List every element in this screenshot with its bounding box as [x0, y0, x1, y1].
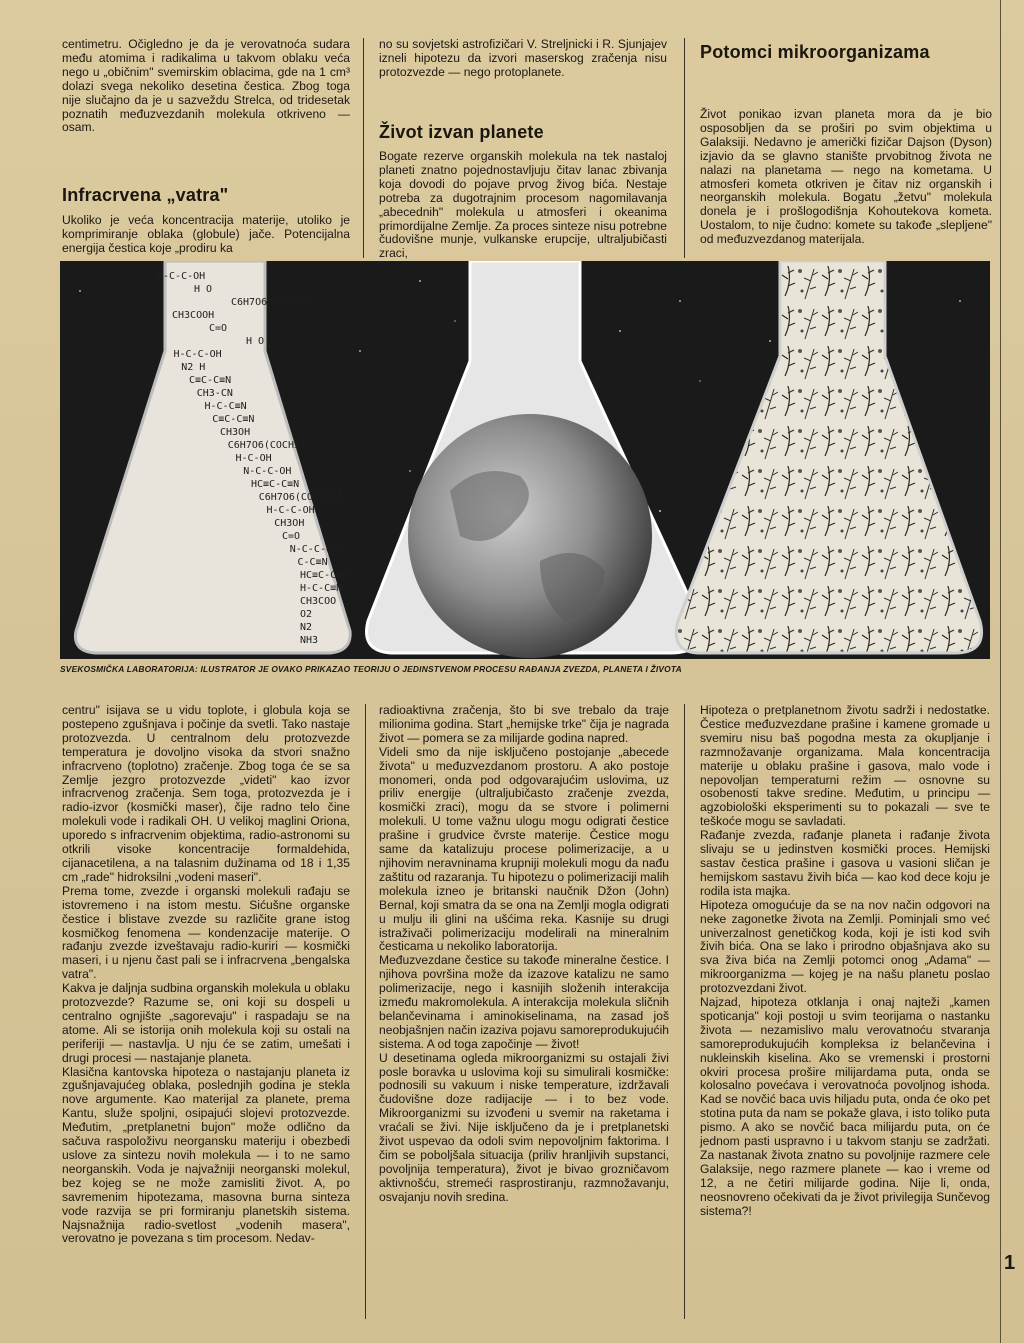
page-edge-rule [1000, 0, 1001, 1343]
illustration-cosmic-laboratory [60, 261, 990, 659]
formula-label: C6H7O6(COCH3)5 [258, 492, 344, 503]
formula-label: CH3COOH [172, 310, 215, 321]
flasks-illustration [60, 261, 990, 659]
formula-label: HC≡C-C≡N [251, 479, 300, 490]
column-divider [684, 704, 685, 1319]
formula-label: H-C-C-OH [157, 271, 206, 282]
formula-label: H-C-C≡N [300, 583, 343, 594]
formula-label: C6H7O6(COCH3) [231, 297, 310, 308]
formula-label: CH3-CN [196, 388, 233, 399]
top-middle-column-text: no su sovjetski astrofizičari V. Streljnicki i R. Sjunjajev izneli hipotezu da izvori maserskog zračenja nisu protozvezde — nego protoplanete. [379, 37, 667, 79]
formula-label: C=O [282, 531, 301, 542]
column-divider [684, 38, 685, 258]
formula-label: H-C-OH [235, 453, 272, 464]
earth-globe [408, 414, 652, 658]
bottom-left-column-text: centru" isijava se u vidu toplote, i globula koja se postepeno zgušnjava i počinje da svetli. Tako nastaje protozvezda. U centralnom delu protozvezde temperatura je dovoljno visoka da stvori snažno infracrveno (toplotno) zračenje. Zbog toga će se sa Zemlje jezgro protozvezde „videti" kao izvor infracrvenog zračenja. Sem toga, protozvezda je i radio-izvor (kosmički maser), čije radno telo čine molekuli vode i radikali OH. U velikoj maglini Oriona, uporedo s infracrvenim objektima, radio-astronomi su otkrili visoke koncentracije formaldehida, cijanacetilena, a na talasnim dužinama od 18 i 1,35 cm „rade" hidroksilni „vodeni maseri". Prema tome, zvezde i organski molekuli rađaju se istovremeno i na istom mestu. Sićušne organske čestice i blistave zvezde su različite grane istog kosmičkog fenomena — kondenzacije materije. O rađanju zvezde izveštavaju radio-kuriri — kosmički maseri, i u njenu čast pali se i infracrvena „bengalska vatra". Kakva je daljnja sudbina organskih molekula u oblaku protozvezde? Razume se, oni koji su dospeli u centralno ognjište „sagorevaju" i raspadaju se na atome. Ali se istorija onih molekula koji su ostali na periferiji — nastavlja. U nju će se zatim, umešati i drugi procesi — nastajanje planeta. Klasična kantovska hipoteza o nastajanju planeta iz zgušnjavajućeg oblaka, poslednjih godina je stekla nove argumente. Kao materijal za planete, prema Kantu, služe spoljni, osipajući slojevi protozvezde. Međutim, „pretplanetni bujon" može odlično da sačuva raspoloživu neorgansku materiju i obezbedi uslove za sintezu novih molekula — i to ne samo neorganskih. Voda je najvažniji neorganski molekul, bez kojeg se ne može zamisliti život. A, po savremenim hipotezama, masovna burna sinteza vode razvija se pri formiranju planetskih sistema. Najsnažnija radio-svetlost „vodenih masera", verovatno je povezana s tim procesom. Nedav- [62, 703, 350, 1246]
formula-label: H O [194, 284, 213, 295]
formula-label: O2 [300, 609, 313, 620]
formula-label: C≡C-C≡N [212, 414, 255, 425]
top-left-column-text: centimetru. Očigledno je da je verovatnoća sudara među atomima i radikalima u takvom oblaku veća nego u „običnim" svemirskim oblacima, gde na 1 cm³ dolazi svega nekoliko desetina čestica. Zbog toga nije slučajno da je u sazveždu Strelca, od tridesetak poznatih međuzvezdanih molekula otkriveno — osam. [62, 37, 350, 135]
bottom-right-column-text: Hipoteza o pretplanetnom životu sadrži i nedostatke. Čestice međuzvezdane prašine i kamene gromade u svemiru nisu baš pogodna mesta za okupljanje i razmnožavanje organizama. Mala koncentracija materije u oblaku prašine i gasova, malo vode i nepovoljan temperaturni režim — osnovne su osobenosti takve sredine. Međutim, u principu — agzobiološki eksperimenti su to pokazali — sve te teškoće mogu se savladati. Rađanje zvezda, rađanje planeta i rađanje života slivaju se u jedinstven kosmički proces. Hemijski sastav čestica prašine i gasova u vasioni sličan je hemijskom sastavu živih bića — kao kod dece koju je rodila ista majka. Hipoteza omogućuje da se na nov način odgovori na neke zagonetke života na Zemlji. Pominjali smo već univerzalnost genetičkog koda, koji je isti kod svih živih bića. Ona se lako i prirodno objašnjava ako su sva živa bića na Zemlji potomci onog „Adama" — mikroorganizma — kojeg je na našu planetu poslao protozvezdani život. Najzad, hipoteza otklanja i onaj najteži „kamen spoticanja" koji postoji u svim teorijama o nastanku života — nezamislivo malu verovatnoću stvaranja samoreprodukujućih kompleksa iz belančevina i nukleinskih kiselina. Ako se vremenski i prostorni okviri procesa proširе milijardama puta, onda se kolosalno povećava i verovatnoća povoljnog ishoda. Kad se novčić baca uvis hiljadu puta, onda će oko pet stotina puta da nam se pokaže glava, i isto toliko puta pismo. A ako se novčić baca milijardu puta, on će jednom pasti uspravno i u takvom stanju se zadržati. Za nastanak života znatno su povoljnije razmere cele Galaksije, nego razmere planete — kao i vreme od 12, a ne četiri milijarde godina. Nije li, onda, neosnovreno očekivati da je život privilegija Sunčevog sistema?! [700, 703, 990, 1218]
formula-label: N-C-C-OH [289, 544, 338, 555]
formula-label: C=O [209, 323, 228, 334]
heading-descendants: Potomci mikroorganizama [700, 42, 930, 62]
infrared-text: Ukoliko je veća koncentracija materije, utoliko je komprimiranje oblaka (globule) jače. Potencijalna energija čestica koje „prodiru ka [62, 213, 350, 255]
formula-label: N-C-C-OH [243, 466, 292, 477]
formula-label: H O [246, 336, 265, 347]
bottom-middle-column-text: radioaktivna zračenja, što bi sve trebalo da traje milionima godina. Start „hemijske trke" čija je nagrada život — pomera se za milijarde godina napred. Videli smo da nije isključeno postojanje „abecede života" u međuzvezdanom prostoru. A ako postoje monomeri, onda pod odgovarajućim uslovima, uz priliv energije (ultraljubičasto zračenje zvezda, kosmički zraci), mogu da se stvore i polimerni molekuli. U tome važnu ulogu mogu odigrati čestice prašine i grudvice čvrste materije. Čestice mogu same da katalizuju procese polimerizacije, a u njihovim neravninama krupniji molekuli mogu da nađu zaštitu od razaranja. Tu hipotezu o polimerizaciji malih molekula izneo je britanski naučnik Džon (John) Bernal, koji smatra da se ona na Zemlji mogla odigrati u mulju ili glini na ušćima reka. Kasnije su drugi istraživači polimerizaciju modelirali na mineralnim česticama u nekoliko laboratorija. Međuzvezdane čestice su takođe mineralne čestice. I njihova površina može da izazove katalizu ne samo polimerizacije, nego i kasnijih složenih interakcija između makromolekula. A interakcija molekula sličnih belančevinama i aminokiselinama, na zasad još neobjašnjen način izaziva pojavu samoreprodukujućih sistema. A od toga započinje — život! U desetinama ogleda mikroorganizmi su ostajali živi posle boravka u uslovima koji su simulirali kosmičke: podnosili su vakuum i niske temperature, izdržavali čudovišne doze radijacije — i to bez vode. Mikroorganizmi su izvođeni u svemir na raketama i vraćali se živi. Nije isključeno da je i pretplanetski život uspevao da odoli svim nepovoljnim faktorima. I čim se poboljšala situacija (priliv hranljivih supstanci, povoljnija temperatura), život je bivao grozničavom aktivnošću, stremeći rasprostiranju, razmnožavanju, osvajanju novih sredina. [379, 703, 669, 1204]
column-divider [363, 38, 364, 258]
formula-label: H-C-C≡N [204, 401, 247, 412]
formula-label: C≡C-C≡N [189, 375, 232, 386]
heading-infrared: Infracrvena „vatra" [62, 185, 229, 205]
formula-label: CH3COO [300, 596, 337, 607]
page-number: 1 [1004, 1252, 1016, 1274]
formula-label: CH3OH [274, 518, 305, 529]
formula-label: NH3 [300, 635, 319, 646]
formula-label: C-C≡N [297, 557, 328, 568]
illustration-caption: SVEKOSMIČKA LABORATORIJA: ILUSTRATOR JE OVAKO PRIKAZAO TEORIJU O JEDINSTVENOM PROCESU RAĐANJA ZVEZDA, PLANETA I ŽIVOTA [60, 664, 682, 674]
formula-label: H-C-C-OH [173, 349, 222, 360]
formula-label: N2 H [181, 362, 206, 373]
heading-life-outside: Život izvan planete [379, 122, 544, 142]
column-divider [365, 704, 366, 1319]
formula-label: HC≡C-C≡N [300, 570, 349, 581]
right-flask [676, 261, 981, 653]
formula-label: N2 [300, 622, 313, 633]
life-outside-text: Bogate rezerve organskih molekula na tek nastaloj planeti znatno pojednostavljuju čitav lanac zbivanja koja dovodi do pojave prvog živog bića. Nestaje potreba za dugotrajnim procesom nagomilavanja „abecednih" molekula u atmosferi i okeanima primordijalne Zemlje. Za proces sinteze nisu potrebne čudovišne munje, vulkanske erupcije, ultraljubičasti zraci, [379, 149, 667, 261]
formula-label: H-C-C-OH [266, 505, 315, 516]
descendants-text: Život ponikao izvan planeta mora da je bio osposobljen da se proširi po svim objektima u Galaksiji. Nedavno je američki fizičar Dajson (Dyson) izjavio da se glavno stanište prvobitnog života ne nalazi na planetama — nego na kometama. U atmosferi kometa otkriven je čitav niz organskih i neorganskih molekula. Bogatu „žetvu" molekula donela je i prošlogodišnja Kohoutekova kometa. Uostalom, to nije čudno: komete su takođe „sleplјene" od međuzvezdanog materijala. [700, 107, 992, 247]
formula-label: C6H7O6(COCH3) [227, 440, 307, 451]
formula-label: CH3OH [220, 427, 251, 438]
